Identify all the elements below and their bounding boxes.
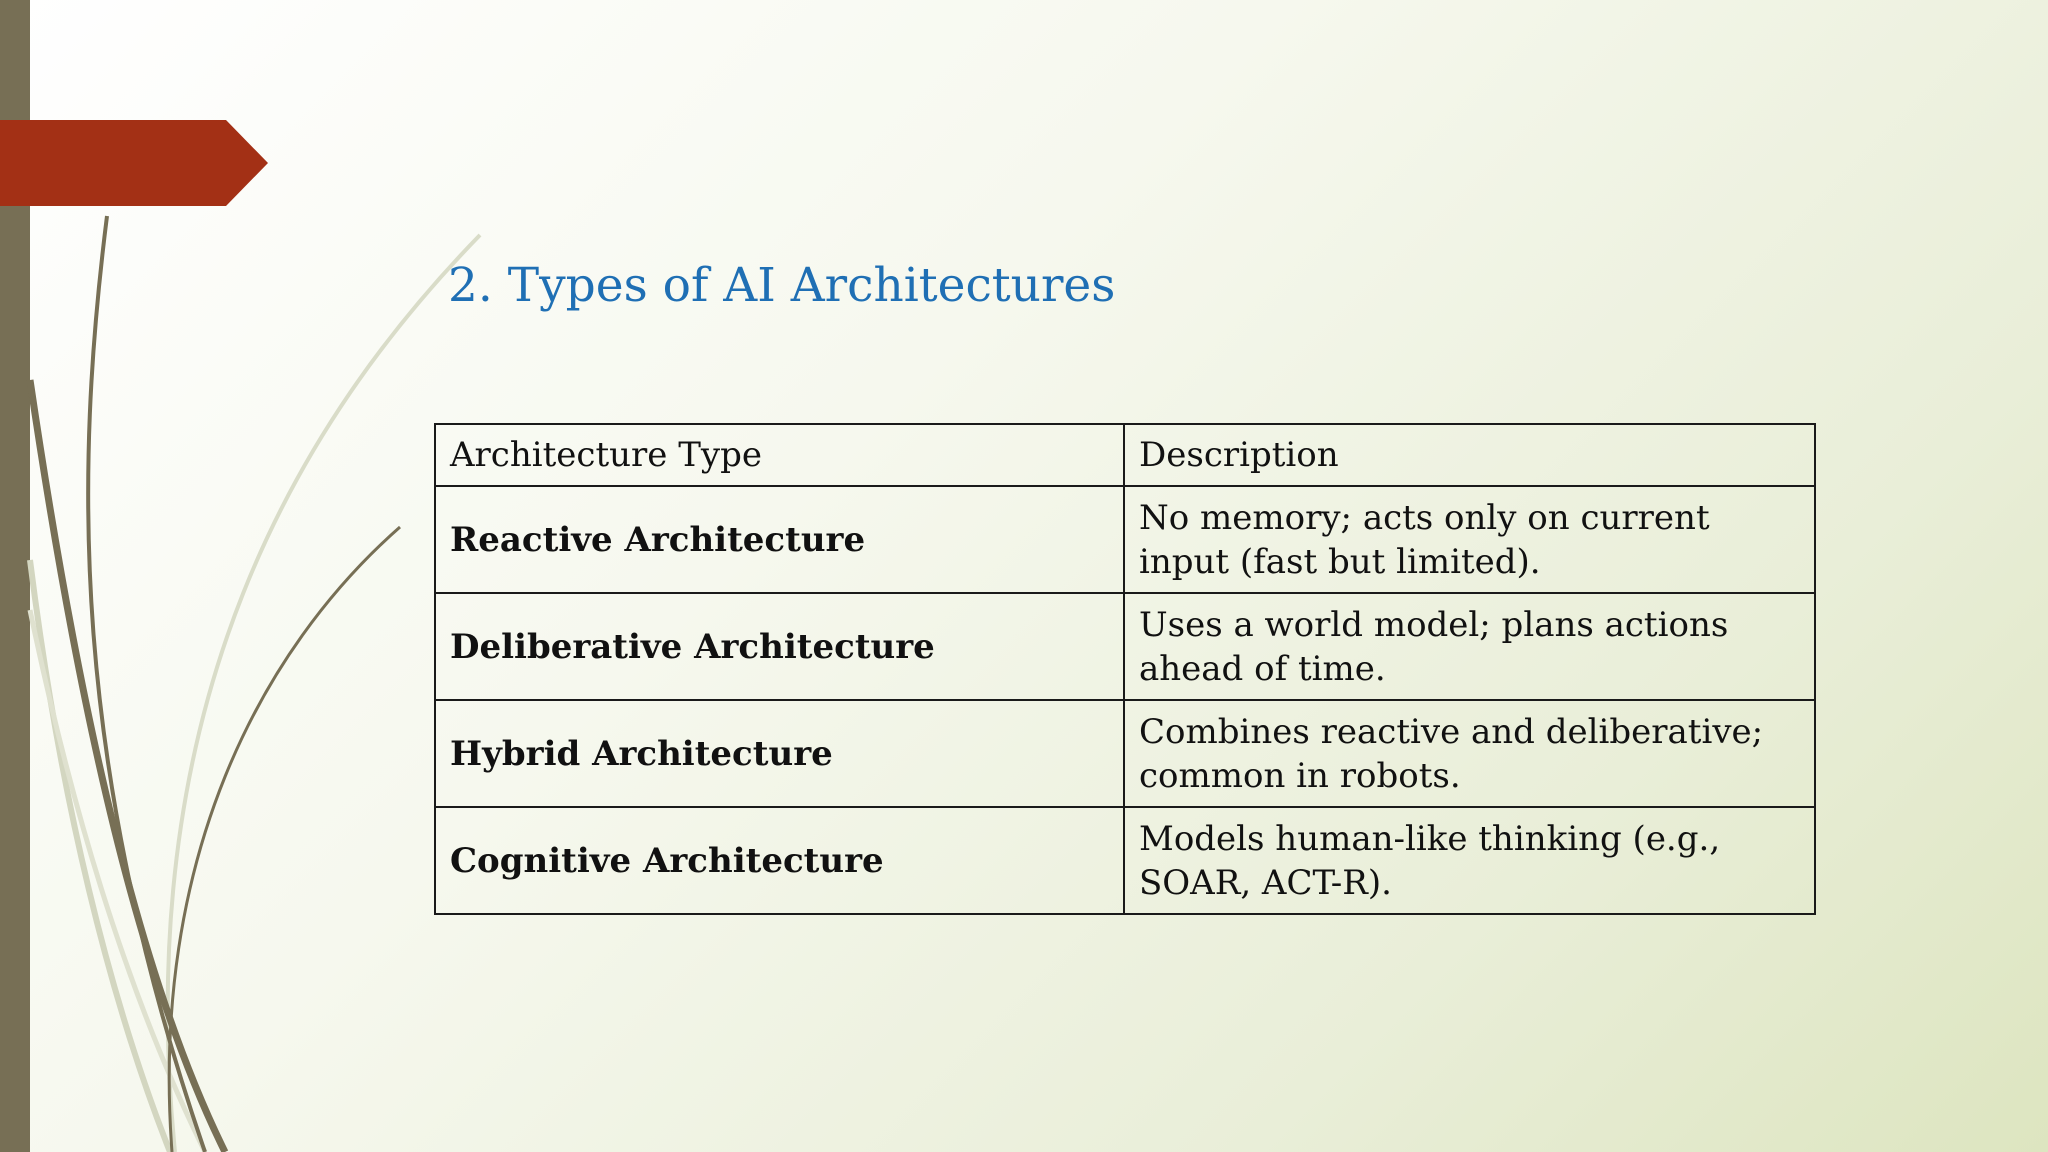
architecture-type-cell: Deliberative Architecture: [435, 593, 1124, 700]
header-description: Description: [1124, 424, 1815, 486]
decor-curve-dark-3: [169, 527, 400, 1152]
table-row: [435, 807, 1815, 914]
decor-curve-light-2: [30, 560, 170, 1152]
slide-title: 2. Types of AI Architectures: [448, 258, 1116, 313]
table-header-row: [435, 424, 1815, 486]
table-row: [435, 486, 1815, 593]
description-cell: No memory; acts only on current input (fast but limited).: [1124, 486, 1815, 593]
table-row: [435, 593, 1815, 700]
description-cell: Combines reactive and deliberative; common in robots.: [1124, 700, 1815, 807]
description-cell: Uses a world model; plans actions ahead of time.: [1124, 593, 1815, 700]
header-architecture-type: Architecture Type: [435, 424, 1124, 486]
description-cell: Models human-like thinking (e.g., SOAR, ACT-R).: [1124, 807, 1815, 914]
red-arrow-tab: [0, 120, 268, 206]
table-row: [435, 700, 1815, 807]
architecture-type-cell: Reactive Architecture: [435, 486, 1124, 593]
architecture-type-cell: Cognitive Architecture: [435, 807, 1124, 914]
architecture-type-cell: Hybrid Architecture: [435, 700, 1124, 807]
architecture-table: [434, 423, 1816, 915]
